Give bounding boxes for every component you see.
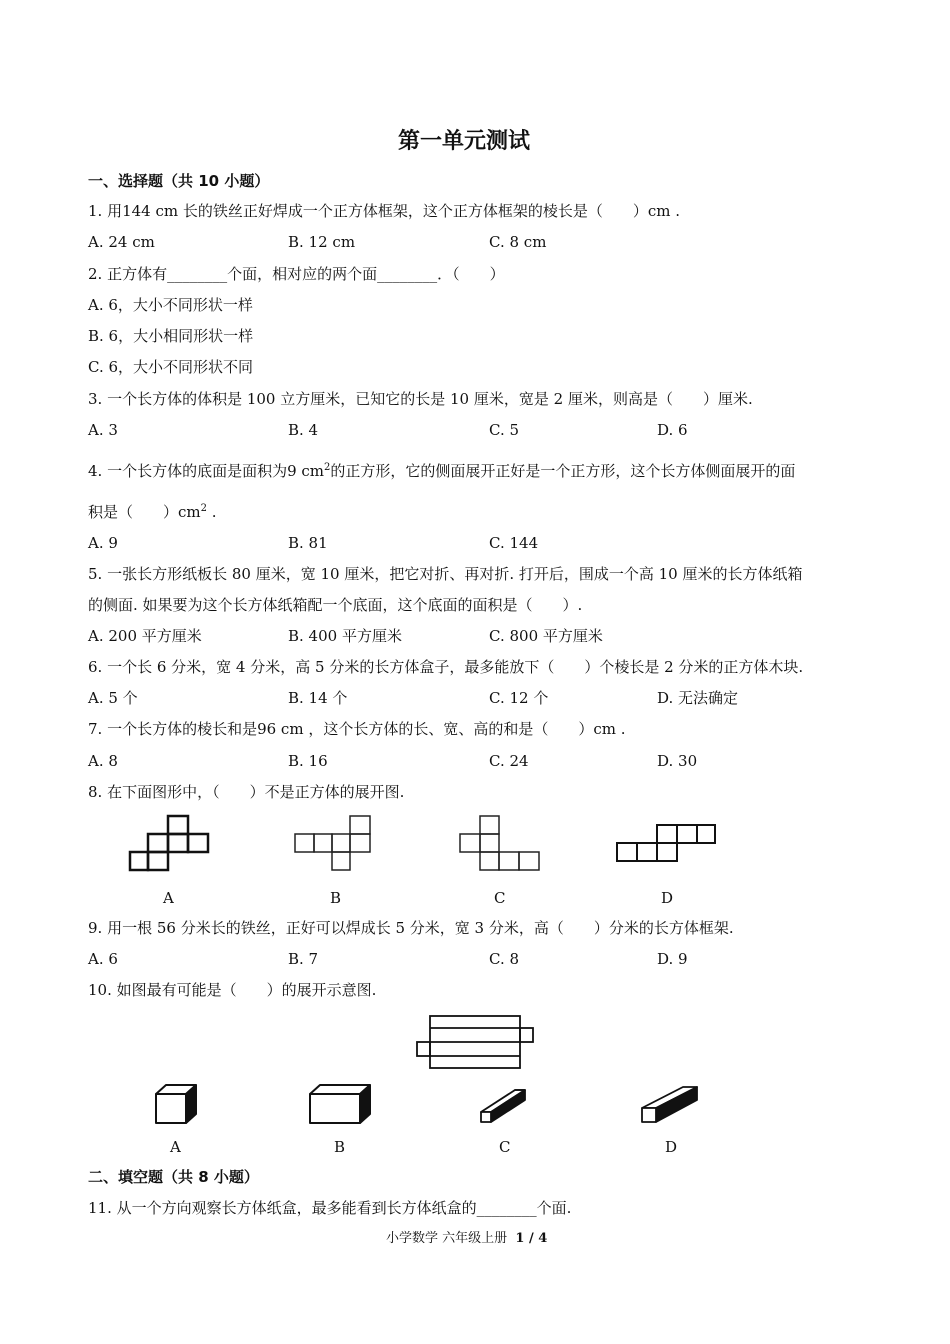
question-1-option-b[interactable]: B. 12 cm	[288, 233, 356, 251]
question-1-option-c[interactable]: C. 8 cm	[489, 233, 547, 251]
question-10-label-a: A	[170, 1138, 181, 1156]
question-9-option-b[interactable]: B. 7	[288, 950, 319, 968]
cube-net-figure-b[interactable]	[293, 814, 378, 872]
question-2-option-a[interactable]: A. 6，大小不同形状一样	[88, 296, 253, 314]
question-6-option-d[interactable]: D. 无法确定	[657, 689, 739, 707]
question-8-stem: 8. 在下面图形中，（ ）不是正方体的展开图.	[88, 783, 405, 801]
question-5-option-c[interactable]: C. 800 平方厘米	[489, 627, 603, 645]
question-4-line2-pre: 积是（ ）cm	[88, 503, 201, 521]
page-title: 第一单元测试	[398, 128, 531, 154]
question-7-option-d[interactable]: D. 30	[657, 752, 698, 770]
question-8-label-a: A	[163, 889, 174, 907]
question-1-stem: 1. 用144 cm 长的铁丝正好焊成一个正方体框架，这个正方体框架的棱长是（ ）cm .	[88, 202, 681, 220]
question-9-option-d[interactable]: D. 9	[657, 950, 688, 968]
cuboid-net-figure	[414, 1012, 539, 1072]
section-heading-choice: 一、选择题（共 10 小题）	[88, 172, 270, 190]
question-9-option-a[interactable]: A. 6	[88, 950, 118, 968]
question-4-option-a[interactable]: A. 9	[88, 534, 118, 552]
question-5-stem-line1: 5. 一张长方形纸板长 80 厘米，宽 10 厘米，把它对折、再对折. 打开后，围成一个高 10 厘米的长方体纸箱	[88, 565, 803, 583]
question-8-label-b: B	[330, 889, 342, 907]
question-10-stem: 10. 如图最有可能是（ ）的展开示意图.	[88, 981, 377, 999]
cuboid-solid-figure-b[interactable]	[307, 1082, 377, 1127]
question-4-line2-sup: 2	[200, 503, 208, 514]
question-3-option-b[interactable]: B. 4	[288, 421, 319, 439]
question-8-label-d: D	[661, 889, 674, 907]
question-4-option-c[interactable]: C. 144	[489, 534, 539, 552]
footer-course: 小学数学 六年级上册	[386, 1231, 508, 1246]
question-2-stem: 2. 正方体有________个面，相对应的两个面________．（ ）	[88, 265, 505, 283]
question-3-option-c[interactable]: C. 5	[489, 421, 520, 439]
long-prism-figure-d[interactable]	[639, 1082, 704, 1127]
question-4-stem-line1	[88, 461, 795, 481]
question-7-stem: 7. 一个长方体的棱长和是96 cm ，这个长方体的长、宽、高的和是（ ）cm .	[88, 720, 626, 738]
question-4-line2-post: .	[207, 503, 217, 521]
question-11-stem: 11. 从一个方向观察长方体纸盒，最多能看到长方体纸盒的________个面.	[88, 1199, 572, 1217]
cube-solid-figure-a[interactable]	[153, 1082, 203, 1127]
page-footer	[386, 1229, 547, 1249]
long-prism-figure-c[interactable]	[477, 1082, 532, 1127]
cube-net-figure-a[interactable]	[125, 814, 215, 872]
question-9-option-c[interactable]: C. 8	[489, 950, 520, 968]
question-2-option-b[interactable]: B. 6，大小相同形状一样	[88, 327, 254, 345]
question-5-stem-line2: 的侧面. 如果要为这个长方体纸箱配一个底面，这个底面的面积是（ ）.	[88, 596, 583, 614]
section-heading-fill: 二、填空题（共 8 小题）	[88, 1168, 259, 1186]
question-4-stem-pre: 4. 一个长方体的底面是面积为9 cm	[88, 462, 325, 480]
question-7-option-c[interactable]: C. 24	[489, 752, 529, 770]
question-4-stem-line2	[88, 502, 217, 522]
question-9-stem: 9. 用一根 56 分米长的铁丝，正好可以焊成长 5 分米，宽 3 分米，高（ ）分米的长方体框架.	[88, 919, 734, 937]
question-6-option-c[interactable]: C. 12 个	[489, 689, 549, 707]
question-10-label-d: D	[665, 1138, 678, 1156]
cube-net-figure-c[interactable]	[458, 814, 543, 872]
question-5-option-b[interactable]: B. 400 平方厘米	[288, 627, 402, 645]
question-7-option-b[interactable]: B. 16	[288, 752, 328, 770]
question-10-label-b: B	[334, 1138, 346, 1156]
question-7-option-a[interactable]: A. 8	[88, 752, 118, 770]
question-2-option-c[interactable]: C. 6，大小不同形状不同	[88, 358, 254, 376]
question-3-option-d[interactable]: D. 6	[657, 421, 688, 439]
question-6-option-a[interactable]: A. 5 个	[88, 689, 138, 707]
question-6-option-b[interactable]: B. 14 个	[288, 689, 348, 707]
question-4-stem-post: 的正方形，它的侧面展开正好是一个正方形，这个长方体侧面展开的面	[330, 462, 796, 480]
question-10-label-c: C	[499, 1138, 511, 1156]
question-8-label-c: C	[494, 889, 506, 907]
question-1-option-a[interactable]: A. 24 cm	[88, 233, 155, 251]
cube-net-figure-d[interactable]	[614, 822, 719, 872]
question-4-stem-sup: 2	[324, 462, 331, 473]
question-5-option-a[interactable]: A. 200 平方厘米	[88, 627, 202, 645]
question-3-option-a[interactable]: A. 3	[88, 421, 118, 439]
question-3-stem: 3. 一个长方体的体积是 100 立方厘米，已知它的长是 10 厘米，宽是 2 厘米，则高是（ ）厘米.	[88, 390, 753, 408]
footer-page-number: 1 / 4	[515, 1231, 548, 1246]
question-4-option-b[interactable]: B. 81	[288, 534, 328, 552]
question-6-stem: 6. 一个长 6 分米，宽 4 分米，高 5 分米的长方体盒子，最多能放下（ ）个棱长是 2 分米的正方体木块.	[88, 658, 804, 676]
